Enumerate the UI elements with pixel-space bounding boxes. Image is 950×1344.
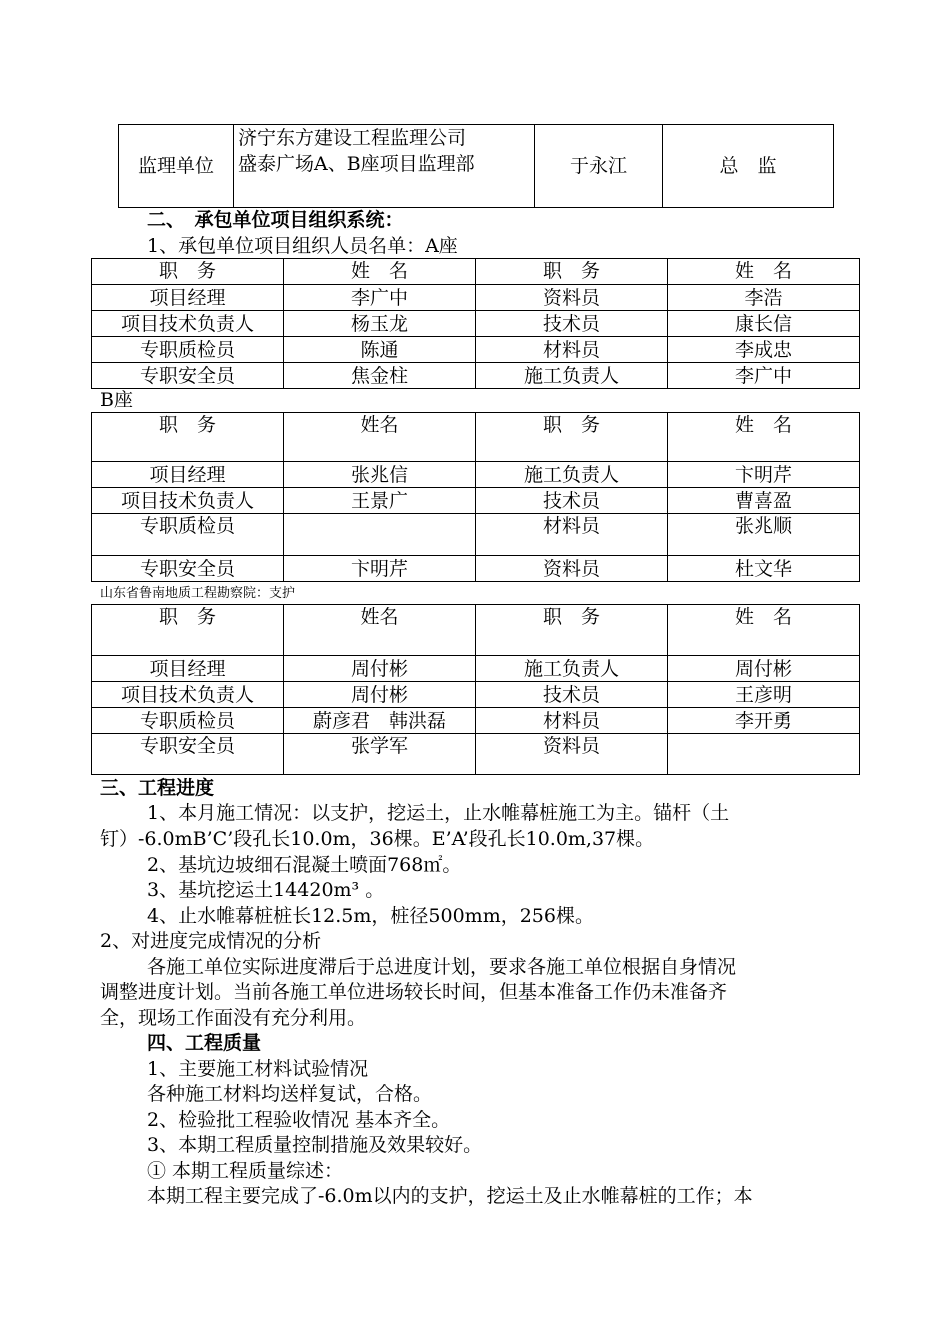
supervision-org-line2: 盛泰广场A、B座项目监理部 <box>238 153 475 175</box>
section4-heading: 四、工程质量 <box>147 1032 262 1054</box>
progress-line: 1、本月施工情况：以支护，挖运土，止水帷幕桩施工为主。锚杆（土 <box>147 802 730 824</box>
label-c: 山东省鲁南地质工程勘察院：支护 <box>100 586 296 601</box>
table-a-header: 姓 名 <box>668 259 860 285</box>
analysis-line: 调整进度计划。当前各施工单位进场较长时间，但基本准备工作仍未准备齐 <box>100 981 728 1003</box>
table-cell: 专职安全员 <box>92 556 284 582</box>
table-row <box>92 488 860 514</box>
table-b-header: 职 务 <box>92 413 284 462</box>
table-c-header: 职 务 <box>476 605 668 656</box>
table-cell: 焦金柱 <box>284 363 476 389</box>
table-cell: 施工负责人 <box>476 363 668 389</box>
table-cell: 李成忠 <box>668 337 860 363</box>
table-a <box>91 258 860 389</box>
table-row <box>92 734 860 775</box>
table-cell: 资料员 <box>476 556 668 582</box>
supervision-table <box>118 124 834 208</box>
quality-line: 1、主要施工材料试验情况 <box>147 1058 369 1080</box>
table-cell: 项目经理 <box>92 656 284 682</box>
table-cell: 技术员 <box>476 488 668 514</box>
table-row <box>92 656 860 682</box>
table-cell: 李广中 <box>284 285 476 311</box>
table-cell: 张兆信 <box>284 462 476 488</box>
supervision-name: 于永江 <box>535 125 663 208</box>
table-cell: 技术员 <box>476 311 668 337</box>
table-cell <box>668 734 860 775</box>
table-c-header: 姓 名 <box>668 605 860 656</box>
quality-line: ① 本期工程质量综述： <box>147 1160 344 1182</box>
table-row <box>92 462 860 488</box>
table-cell: 卞明芹 <box>668 462 860 488</box>
table-row <box>92 337 860 363</box>
table-row <box>92 556 860 582</box>
table-cell: 技术员 <box>476 682 668 708</box>
table-a-header: 姓 名 <box>284 259 476 285</box>
table-row <box>92 682 860 708</box>
table-cell: 杨玉龙 <box>284 311 476 337</box>
label-b: B座 <box>100 389 133 411</box>
supervision-org-line1: 济宁东方建设工程监理公司 <box>238 127 467 149</box>
table-cell: 周付彬 <box>284 682 476 708</box>
table-cell: 张学军 <box>284 734 476 775</box>
supervision-label: 监理单位 <box>119 125 234 208</box>
table-cell: 李开勇 <box>668 708 860 734</box>
table-cell: 项目经理 <box>92 285 284 311</box>
table-cell: 周付彬 <box>284 656 476 682</box>
table-c <box>91 604 860 775</box>
table-cell: 项目技术负责人 <box>92 488 284 514</box>
analysis-title: 2、对进度完成情况的分析 <box>100 930 322 952</box>
table-cell: 康长信 <box>668 311 860 337</box>
table-cell: 王景广 <box>284 488 476 514</box>
table-cell: 专职质检员 <box>92 337 284 363</box>
table-cell: 周付彬 <box>668 656 860 682</box>
table-cell: 蔚彦君 韩洪磊 <box>284 708 476 734</box>
table-cell: 卞明芹 <box>284 556 476 582</box>
table-cell: 项目技术负责人 <box>92 682 284 708</box>
table-cell: 项目经理 <box>92 462 284 488</box>
section2-heading: 二、 承包单位项目组织系统： <box>147 209 404 231</box>
analysis-line: 各施工单位实际进度滞后于总进度计划，要求各施工单位根据自身情况 <box>147 956 737 978</box>
progress-line: 2、基坑边坡细石混凝土喷面768㎡。 <box>147 854 462 876</box>
section2-sub1: 1、承包单位项目组织人员名单：A座 <box>147 235 458 257</box>
table-cell: 材料员 <box>476 337 668 363</box>
table-cell: 项目技术负责人 <box>92 311 284 337</box>
quality-line: 本期工程主要完成了-6.0m以内的支护，挖运土及止水帷幕桩的工作；本 <box>147 1185 753 1207</box>
analysis-line: 全，现场工作面没有充分利用。 <box>100 1007 367 1029</box>
table-cell: 专职质检员 <box>92 708 284 734</box>
table-cell: 施工负责人 <box>476 462 668 488</box>
section3-heading: 三、工程进度 <box>100 777 215 799</box>
table-row <box>92 708 860 734</box>
table-cell: 专职安全员 <box>92 734 284 775</box>
table-b <box>91 412 860 582</box>
table-cell: 曹喜盈 <box>668 488 860 514</box>
table-cell: 专职质检员 <box>92 514 284 556</box>
table-cell: 材料员 <box>476 708 668 734</box>
table-cell <box>284 514 476 556</box>
table-cell: 李浩 <box>668 285 860 311</box>
table-b-header: 职 务 <box>476 413 668 462</box>
table-row <box>92 363 860 389</box>
table-cell: 王彦明 <box>668 682 860 708</box>
quality-line: 3、本期工程质量控制措施及效果较好。 <box>147 1134 483 1156</box>
progress-line: 4、止水帷幕桩桩长12.5m，桩径500mm，256棵。 <box>147 905 594 927</box>
table-cell: 资料员 <box>476 734 668 775</box>
table-cell: 李广中 <box>668 363 860 389</box>
supervision-role: 总 监 <box>663 125 834 208</box>
table-cell: 张兆顺 <box>668 514 860 556</box>
table-b-header: 姓名 <box>284 413 476 462</box>
table-c-header: 职 务 <box>92 605 284 656</box>
table-b-header: 姓 名 <box>668 413 860 462</box>
table-cell: 资料员 <box>476 285 668 311</box>
progress-line: 3、基坑挖运土14420m³ 。 <box>147 879 385 901</box>
table-a-header: 职 务 <box>92 259 284 285</box>
table-cell: 材料员 <box>476 514 668 556</box>
quality-line: 2、检验批工程验收情况 基本齐全。 <box>147 1109 451 1131</box>
table-cell: 专职安全员 <box>92 363 284 389</box>
table-cell: 施工负责人 <box>476 656 668 682</box>
table-cell: 杜文华 <box>668 556 860 582</box>
table-c-header: 姓名 <box>284 605 476 656</box>
table-row <box>92 311 860 337</box>
table-a-header: 职 务 <box>476 259 668 285</box>
table-row <box>92 514 860 556</box>
quality-line: 各种施工材料均送样复试，合格。 <box>147 1083 433 1105</box>
progress-line: 钉）-6.0mB’C’段孔长10.0m，36棵。E’A’段孔长10.0m,37棵。 <box>100 828 655 850</box>
table-cell: 陈通 <box>284 337 476 363</box>
table-row <box>92 285 860 311</box>
